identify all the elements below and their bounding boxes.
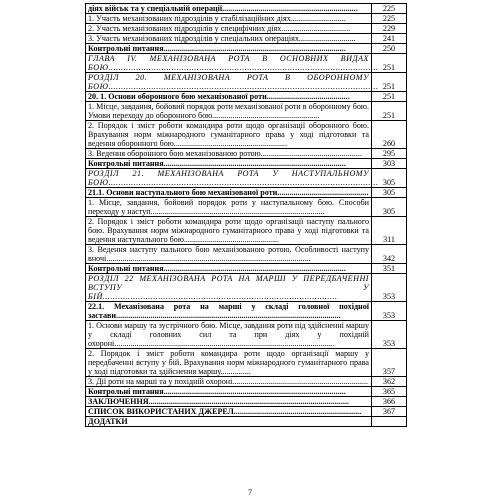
toc-entry-page: 365	[372, 387, 407, 397]
toc-entry-page: 311	[372, 217, 407, 245]
toc-row	[86, 34, 407, 44]
toc-row	[86, 198, 407, 217]
toc-entry-page: 353	[372, 302, 407, 321]
toc-row	[86, 24, 407, 34]
toc-row	[86, 169, 407, 188]
toc-entry-page: 362	[372, 377, 407, 387]
toc-entry-page: 353	[372, 274, 407, 302]
toc-entry-page: 241	[372, 34, 407, 44]
toc-entry-page: 251	[372, 54, 407, 73]
toc-entry-page: 229	[372, 24, 407, 34]
toc-entry-page: 351	[372, 264, 407, 274]
toc-entry-page: 303	[372, 159, 407, 169]
toc-entry-title: 2. Порядок і зміст роботи командира роти щодо організації оборонного бою. Врахування норм міжнародного гуманітарного права у ході підготовки та ведення оборонного бою........................................................	[86, 121, 372, 149]
toc-entry-title: 1. Місце, завдання, бойовий порядок роти у наступальному бою. Способи переходу у наступ......................................................................................	[86, 198, 372, 217]
toc-row	[86, 14, 407, 24]
toc-body	[86, 4, 407, 427]
toc-entry-page: 295	[372, 149, 407, 159]
toc-entry-page: 251	[372, 73, 407, 92]
toc-entry-page: 342	[372, 245, 407, 264]
toc-entry-page: 225	[372, 14, 407, 24]
toc-row	[86, 149, 407, 159]
toc-row	[86, 264, 407, 274]
table-of-contents	[85, 3, 407, 427]
toc-entry-page: 305	[372, 198, 407, 217]
toc-row	[86, 121, 407, 149]
toc-entry-title: ЗАКЛЮЧЕННЯ...................................................................................................	[86, 397, 372, 407]
toc-entry-title: 20. 1. Основи оборонного бою механізованої роти.........................................	[86, 92, 372, 102]
toc-entry-title: 3. Ведення наступу пального бою механізованою ротою. Особливості наступу вночі.....................................................................................................	[86, 245, 372, 264]
toc-row	[86, 102, 407, 121]
toc-entry-title: РОЗДІЛ 21. МЕХАНІЗОВАНА РОТА У НАСТУПАЛЬНОМУ БОЮ...........................................................................................................	[86, 169, 372, 188]
toc-entry-title: 3. Ведення оборонного бою механізованою ротою..................................................	[86, 149, 372, 159]
toc-row	[86, 54, 407, 73]
page-number: 7	[248, 488, 252, 497]
toc-row	[86, 188, 407, 198]
toc-entry-title: 3. Участь механізованих підрозділів у спеціальних операціях............................	[86, 34, 372, 44]
toc-entry-title: РОЗДІЛ 22 МЕХАНІЗОВАНА РОТА НА МАРШІ У ПЕРЕДБАЧЕННІ ВСТУПУ У БІЙ.............................................................................................	[86, 274, 372, 302]
toc-entry-page: 366	[372, 397, 407, 407]
toc-entry-title: Контрольні питання..........................................................................................	[86, 387, 372, 397]
toc-entry-page: 305	[372, 188, 407, 198]
toc-row	[86, 245, 407, 264]
toc-row	[86, 387, 407, 397]
toc-entry-page: 225	[372, 4, 407, 14]
toc-entry-title: Контрольні питання..........................................................................................	[86, 44, 372, 54]
toc-row	[86, 377, 407, 387]
toc-entry-page: 251	[372, 102, 407, 121]
toc-row	[86, 4, 407, 14]
toc-entry-title: 2. Участь механізованих підрозділів у специфічних діях..................................	[86, 24, 372, 34]
toc-row	[86, 274, 407, 302]
toc-entry-title: РОЗДІЛ 20. МЕХАНІЗОВАНА РОТА В ОБОРОННОМУ БОЮ...........................................................................................................	[86, 73, 372, 92]
toc-row	[86, 321, 407, 349]
toc-entry-page: 353	[372, 321, 407, 349]
toc-row	[86, 417, 407, 427]
toc-entry-title: 2. Порядок і зміст роботи командира роти щодо організації маршу у передбаченні вступу у бій. Врахування норм міжнародного гуманітарного права у ході підготовки та здійснення маршу...............	[86, 349, 372, 377]
toc-entry-title: 22.1. Механізована рота на марші у складі головної похідної застави...............................................................................................................	[86, 302, 372, 321]
toc-row	[86, 349, 407, 377]
toc-entry-title: Контрольні питання..........................................................................................	[86, 159, 372, 169]
toc-entry-page: 260	[372, 121, 407, 149]
toc-entry-page	[372, 417, 407, 427]
toc-entry-page: 251	[372, 92, 407, 102]
toc-row	[86, 217, 407, 245]
toc-entry-title: 1. Основи маршу та зустрічного бою. Місце, завдання роти пiд здійсненні маршу у складі головних сил та при діях у похідній охороні.............................................................................................................	[86, 321, 372, 349]
toc-entry-page: 367	[372, 407, 407, 417]
toc-row	[86, 73, 407, 92]
toc-entry-title: Контрольні питання..........................................................................................	[86, 264, 372, 274]
toc-entry-title: діях військ та у спеціальній операції...................................................................	[86, 4, 372, 14]
toc-row	[86, 407, 407, 417]
toc-entry-title: 2. Порядок і зміст роботи командира роти щодо організації наступу пального бою. Врахування норм міжнародного гуманітарного права у ході підготовки та ведення наступального бою...............................................	[86, 217, 372, 245]
toc-entry-title: 3. Дії роти на марші та у похідній охороні...................................................................	[86, 377, 372, 387]
toc-entry-title: 1. Місце, завдання, бойовий порядок роти механізованої роти в оборонному бою. Умови переходу до оборонного бою.....................................................	[86, 102, 372, 121]
toc-entry-page: 250	[372, 44, 407, 54]
toc-entry-page: 305	[372, 169, 407, 188]
toc-entry-title: 1. Участь механізованих підрозділів у стабілізаційних діях...........................	[86, 14, 372, 24]
toc-entry-title: ДОДАТКИ	[86, 417, 372, 427]
toc-entry-title: ГЛАВА IV. МЕХАНІЗОВАНА РОТА В ОСНОВНИХ ВИДАХ БОЮ...........................................................................................................	[86, 54, 372, 73]
toc-row	[86, 397, 407, 407]
toc-row	[86, 92, 407, 102]
toc-row	[86, 302, 407, 321]
toc-entry-title: СПИСОК ВИКОРИСТАНИХ ДЖЕРЕЛ...............................................................	[86, 407, 372, 417]
toc-entry-page: 357	[372, 349, 407, 377]
toc-entry-title: 21.1. Основи наступального бою механізованої роти.............................................	[86, 188, 372, 198]
toc-row	[86, 159, 407, 169]
toc-row	[86, 44, 407, 54]
